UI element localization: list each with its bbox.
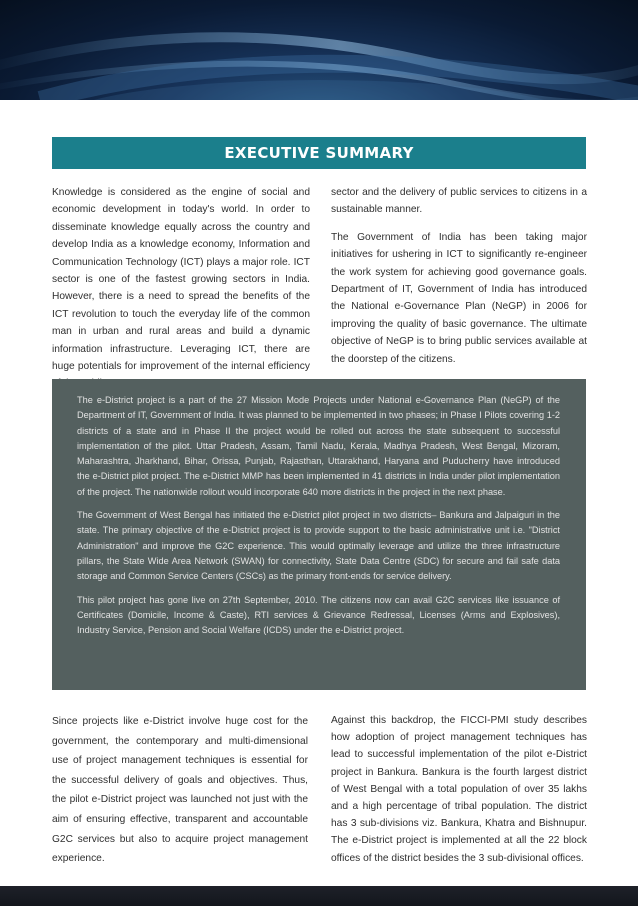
highlight-paragraph-2: The Government of West Bengal has initiated the e-District pilot project in two districts– Bankura and Jalpaiguri in the state. The primary objective of the e-District project is to provide support to the basic administrative unit i.e. "District Administration" and improve the G2C experience. This would optimally leverage and utilize the three infrastructure pillars, the State Wide Area Network (SWAN) for connectivity, State Data Centre (SDC) for secure and fail safe data storage and Common Service Centers (CSCs) as the primary front-ends for service delivery.: [77, 510, 560, 582]
highlight-box-content: [77, 393, 560, 646]
intro-right-paragraph-1: sector and the delivery of public services to citizens in a sustainable manner.: [331, 187, 587, 216]
closing-left-column: [52, 712, 308, 879]
highlight-box: [52, 379, 586, 690]
intro-left-paragraph: Knowledge is considered as the engine of social and economic development in today's world. In order to disseminate knowledge equally across the country and develop India as a knowledge economy, Information and Communication Technology (ICT) plays a major role. ICT sector is one of the fastest growing sectors in India. However, there is a need to spread the benefits of the ICT revolution to touch the everyday life of the common man in urban and rural areas and build a dynamic information infrastructure. Leveraging ICT, there are huge potentials for improvement of the internal efficiency: [52, 187, 310, 373]
closing-right-paragraph: Against this backdrop, the FICCI-PMI study describes how adoption of project management techniques has lead to successful implementation of the pilot e-District project in Bankura. Bankura is the fourth largest district of West Bengal with a total population of over 35 lakhs and a high percentage of tribal population. The district has 3 sub-divisions viz. Bankura, Khatra and Bishnupur. The e-District project is implemented at all the 22 block offices of the district besides the 3 sub-divisional offices.: [331, 715, 587, 864]
banner-light-streaks: [0, 0, 638, 100]
intro-left-column: [52, 184, 310, 403]
section-title: EXECUTIVE SUMMARY: [52, 137, 586, 169]
header-banner: [0, 0, 638, 100]
closing-right-column: [331, 712, 587, 877]
closing-left-paragraph: Since projects like e-District involve huge cost for the government, the contemporary and multi-dimensional use of project management techniques is essential for the successful delivery of goals and objectives. Thus, the pilot e-District project was launched not just with the aim of ensuring effective, transparent and accountable G2C services but also to acquire project management experience.: [52, 716, 308, 865]
highlight-paragraph-1: The e-District project is a part of the 27 Mission Mode Projects under National e-Governance Plan (NeGP) of the Department of IT, Government of India. It was planned to be implemented in two phases; in Phase I Pilots covering 1-2 districts of a state and in Phase II the project would be rolled out across the state subsequent to successful implementation of the pilot. Uttar Pradesh, Assam, Tamil Nadu, Kerala, Madhya Pradesh, West Bengal, Mizoram, Maharashtra, Jharkhand, Bihar, Orissa, Punjab, Rajasthan, Uttarakhand, Haryana and Puducherry have introduced the e-District pilot project. The e-District MMP has been implemented in 41 districts in India under pilot implementation of the project. The nationwide rollout would incorporate 640 more districts in the project in the next phase.: [77, 395, 560, 497]
intro-right-paragraph-2: The Government of India has been taking major initiatives for ushering in ICT to significantly re-engineer the work system for achieving good governance goals. Department of IT, Government of India has introduced the National e-Governance Plan (NeGP) in 2006 for improving the quality of basic governance. The ultimate objective of NeGP is to bring public services available at the doorstep of the citizens.: [331, 231, 587, 365]
highlight-paragraph-3: This pilot project has gone live on 27th September, 2010. The citizens now can avail G2C services like issuance of Certificates (Domicile, Income & Caste), RTI services & Grievance Redressal, Licenses (Arms and Explosives), Industry Service, Pension and Social Welfare (ICDS) under the e-District project.: [77, 594, 560, 636]
intro-right-column: [331, 184, 587, 378]
footer-bar: [0, 886, 638, 906]
